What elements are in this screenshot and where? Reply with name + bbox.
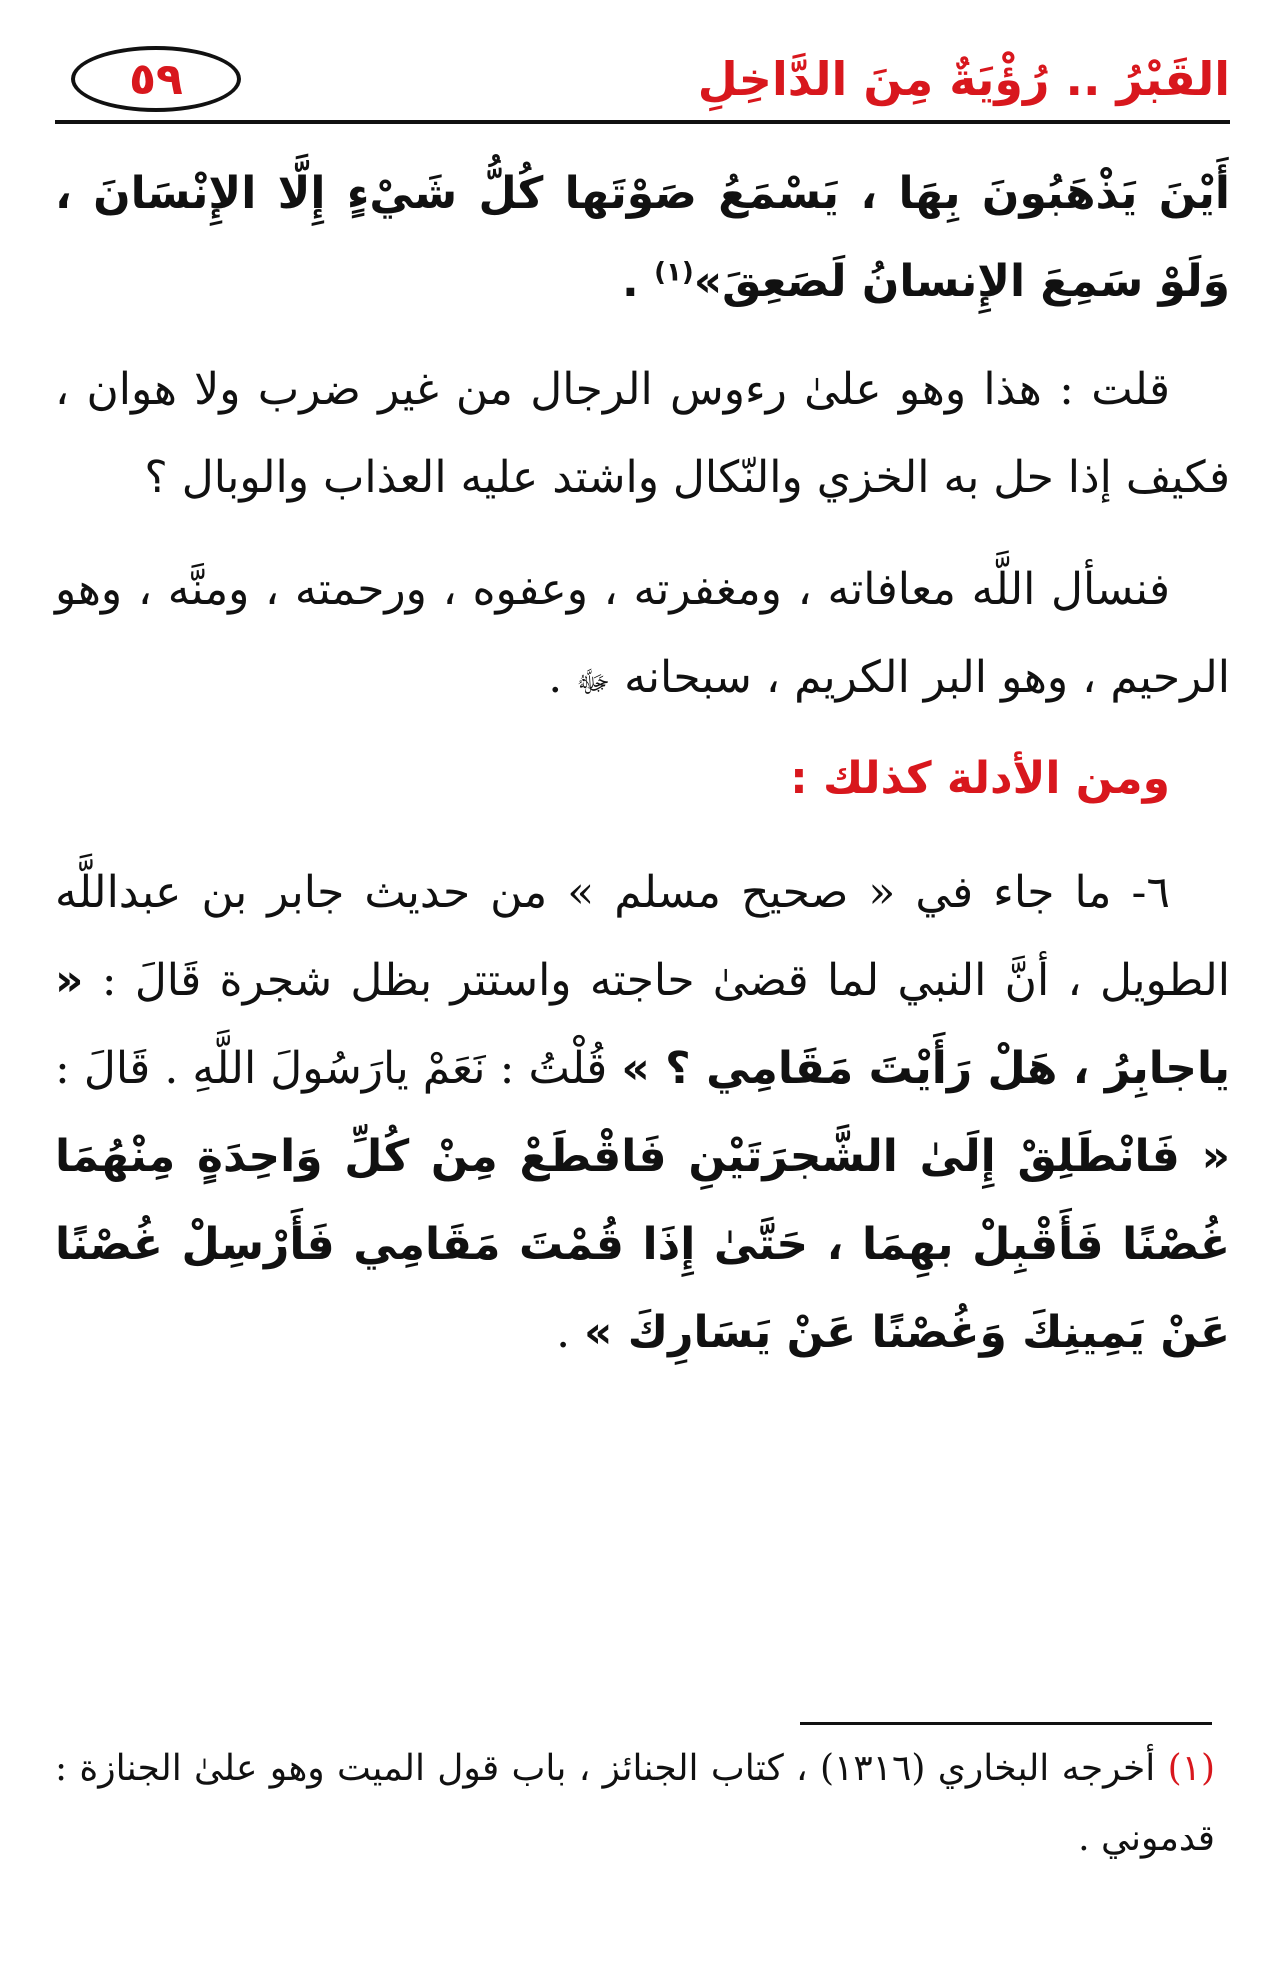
footnote-reference: (١) [654,257,694,288]
hadith-continuation-paragraph [55,150,1230,326]
running-title: القَبْرُ .. رُؤْيَةٌ مِنَ الدَّاخِلِ [697,52,1230,106]
evidence-middle: قُلْتُ : نَعَمْ يارَسُولَ اللَّهِ . قَالَ : [55,1043,622,1094]
footnote-text: أخرجه البخاري (١٣١٦) ، كتاب الجنائز ، باب قول الميت وهو علىٰ الجنازة : قدموني . [55,1748,1215,1859]
supplication-text: فنسأل اللَّه معافاته ، ومغفرته ، وعفوه ، ورحمته ، ومنَّه ، وهو الرحيم ، وهو البر الكريم ، سبحانه [55,564,1230,703]
sentence-end: . [556,1307,585,1358]
hadith-quote-1: « ياجابِرُ ، هَلْ رَأَيْتَ مَقَامِي ؟ » [55,955,1231,1094]
sentence-end: . [548,652,577,703]
commentary-paragraph: قلت : هذا وهو علىٰ رءوس الرجال من غير ضرب ولا هوان ، فكيف إذا حل به الخزي والنّكال واشتد عليه العذاب والوبال ؟ [55,364,1230,503]
evidence-paragraph [55,849,1230,1377]
evidence-intro: ٦- ما جاء في « صحيح مسلم » من حديث جابر بن عبداللَّه الطويل ، أنَّ النبي لما قضىٰ حاجته واستتر بظل شجرة قَالَ : [55,867,1230,1006]
page-body [55,150,1230,1377]
header-divider [55,120,1230,124]
honorific-glyph: ﷻ [576,665,611,700]
footnote-divider [800,1722,1212,1725]
section-subheading: ومن الأدلة كذلك : [790,753,1170,804]
footnote-marker: (١) [1167,1748,1216,1789]
supplication-paragraph [55,546,1230,727]
hadith-text: أَيْنَ يَذْهَبُونَ بِهَا ، يَسْمَعُ صَوْتَها كُلُّ شَيْءٍ إِلَّا الإِنْسَانَ ، وَلَوْ سَمِعَ الإِنسانُ لَصَعِقَ» [55,168,1230,307]
page-number: ٥٩ [71,46,241,112]
hadith-quote-2: « فَانْطَلِقْ إِلَىٰ الشَّجرَتَيْنِ فَاقْطَعْ مِنْ كُلِّ وَاحِدَةٍ مِنْهُمَا غُصْنًا فَأَقْبِلْ بهِمَا ، حَتَّىٰ إِذَا قُمْتَ مَقَامِي فَأَرْسِلْ غُصْنًا عَنْ يَمِينِكَ وَغُصْنًا عَنْ يَسَارِكَ » [55,1131,1230,1358]
page-header [55,38,1230,126]
sentence-end: . [622,256,655,307]
footnote [55,1734,1215,1874]
